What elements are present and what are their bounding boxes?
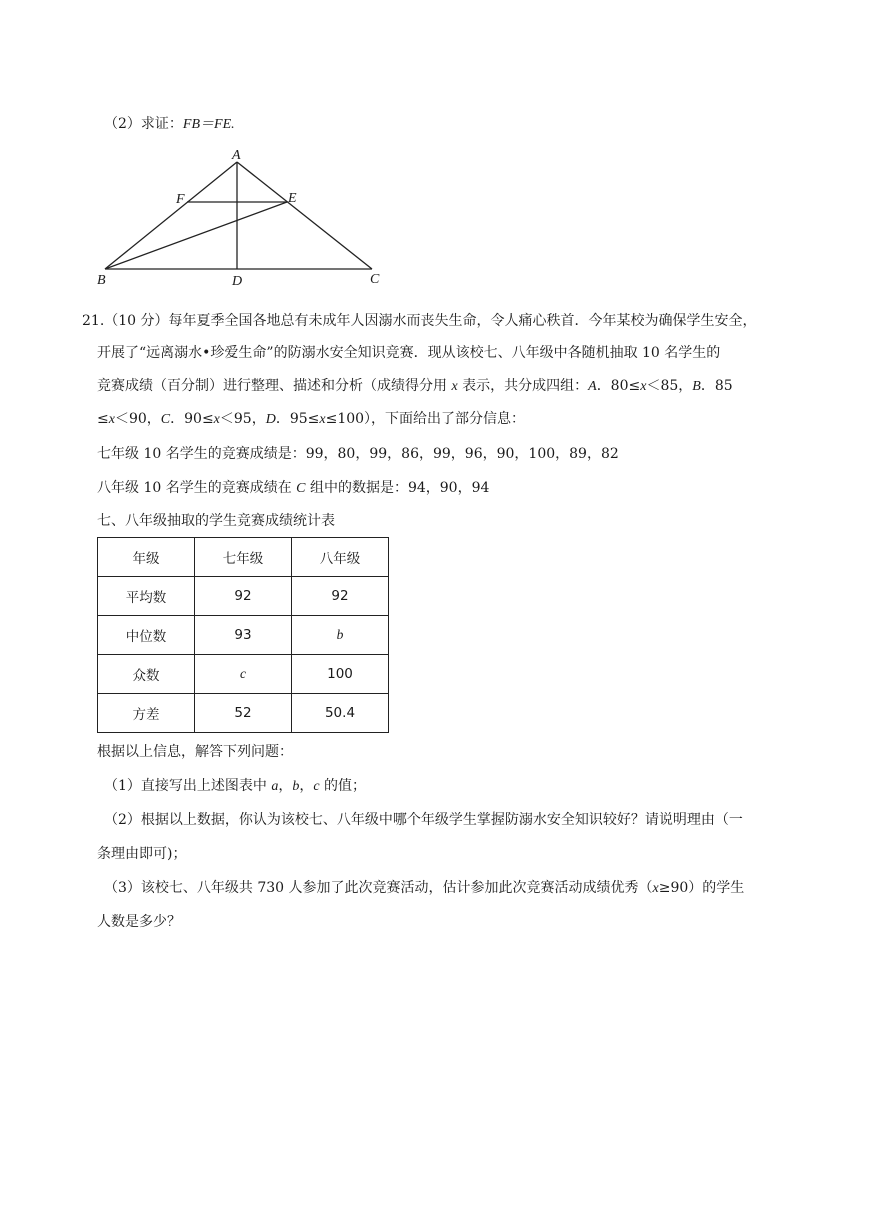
group-c-label: C bbox=[296, 481, 306, 496]
point-label-e: E bbox=[288, 191, 297, 206]
table-row bbox=[98, 616, 389, 655]
table-header-cell: 七年级 bbox=[195, 538, 292, 577]
table-header-cell: 八年级 bbox=[292, 538, 389, 577]
table-cell bbox=[195, 655, 292, 694]
group-b-label: B bbox=[692, 379, 701, 394]
grade8-c-group bbox=[97, 477, 489, 497]
triangle-figure bbox=[92, 145, 392, 290]
var-b: b bbox=[292, 779, 300, 794]
point-label-f: F bbox=[176, 192, 185, 207]
q21-line4 bbox=[97, 408, 525, 428]
questions-intro: 根据以上信息，解答下列问题： bbox=[97, 744, 293, 760]
sub1-text: 的值； bbox=[319, 778, 367, 794]
table-cell: 平均数 bbox=[98, 577, 195, 616]
sub-question-3-cont: 人数是多少？ bbox=[97, 914, 181, 930]
group-c-label: C bbox=[160, 412, 171, 427]
var-x: x bbox=[213, 412, 220, 427]
sub-question-2-cont: 条理由即可)； bbox=[97, 846, 187, 862]
stats-table bbox=[97, 537, 389, 733]
group-a-label: A bbox=[588, 379, 597, 394]
group-d-label: D bbox=[265, 412, 276, 427]
table-cell: 100 bbox=[292, 655, 389, 694]
sub-question-2: （2）根据以上数据，你认为该校七、八年级中哪个年级学生掌握防溺水安全知识较好？请说明理由（一 bbox=[104, 812, 743, 828]
segment-ab bbox=[105, 162, 237, 269]
grade8-text: 八年级 10 名学生的竞赛成绩在 bbox=[97, 480, 297, 496]
q21-line3-text: ．85 bbox=[700, 378, 733, 394]
q21-line3-text: 表示，共分成四组： bbox=[457, 378, 589, 394]
q21-line4-text: ≤ bbox=[97, 411, 109, 427]
var-x: x bbox=[108, 412, 115, 427]
point-label-a: A bbox=[232, 148, 241, 163]
table-cell: 50.4 bbox=[292, 694, 389, 733]
table-cell: 92 bbox=[292, 577, 389, 616]
grade8-text: 组中的数据是：94，90，94 bbox=[305, 480, 490, 496]
q21-line4-text: ＜95， bbox=[219, 411, 266, 427]
table-cell: 93 bbox=[195, 616, 292, 655]
sub1-text: ， bbox=[278, 778, 293, 794]
q21-line3-text: 竞赛成绩（百分制）进行整理、描述和分析（成绩得分用 bbox=[97, 378, 452, 394]
table-cell: 92 bbox=[195, 577, 292, 616]
segment-ac bbox=[237, 162, 372, 269]
q21-line3-text: ＜85， bbox=[646, 378, 693, 394]
table-cell: 方差 bbox=[98, 694, 195, 733]
table-row bbox=[98, 694, 389, 733]
table-cell: 52 bbox=[195, 694, 292, 733]
table-header-row bbox=[98, 538, 389, 577]
table-header-cell: 年级 bbox=[98, 538, 195, 577]
point-label-b: B bbox=[97, 273, 106, 288]
point-label-c: C bbox=[370, 272, 380, 287]
sub3-text: （3）该校七、八年级共 730 人参加了此次竞赛活动，估计参加此次竞赛活动成绩优秀（ bbox=[104, 880, 653, 896]
sub1-text: （1）直接写出上述图表中 bbox=[104, 778, 272, 794]
var-x: x bbox=[640, 379, 647, 394]
q21-line1: 21.（10 分）每年夏季全国各地总有未成年人因溺水而丧失生命，令人痛心秩首．今年某校为确保学生安全， bbox=[82, 313, 757, 329]
q21-line4-text: ＜90， bbox=[114, 411, 161, 427]
var-a: a bbox=[271, 779, 279, 794]
q20-part2 bbox=[104, 113, 235, 133]
q21-line4-text: ．90≤ bbox=[170, 411, 214, 427]
var-x: x bbox=[319, 412, 326, 427]
var-c: c bbox=[240, 666, 246, 681]
table-cell: 众数 bbox=[98, 655, 195, 694]
q21-line4-text: ≤100），下面给出了部分信息： bbox=[325, 411, 526, 427]
var-x: x bbox=[652, 881, 659, 896]
q20-part2-label: （2）求证： bbox=[104, 116, 183, 132]
table-row bbox=[98, 655, 389, 694]
q20-part2-expr: FB＝FE. bbox=[182, 117, 235, 132]
table-cell bbox=[292, 616, 389, 655]
q21-line2: 开展了“远离溺水•珍爱生命”的防溺水安全知识竞赛．现从该校七、八年级中各随机抽取 10 名学生的 bbox=[97, 345, 721, 361]
point-label-d: D bbox=[232, 274, 243, 289]
sub1-text: ， bbox=[299, 778, 314, 794]
var-x: x bbox=[451, 379, 458, 394]
sub-question-1 bbox=[104, 775, 366, 795]
table-cell: 中位数 bbox=[98, 616, 195, 655]
table-title: 七、八年级抽取的学生竞赛成绩统计表 bbox=[97, 513, 335, 529]
sub-question-3 bbox=[104, 877, 744, 897]
segment-be bbox=[105, 202, 287, 269]
q21-line4-text: ．95≤ bbox=[275, 411, 320, 427]
var-b: b bbox=[336, 627, 344, 642]
var-c: c bbox=[313, 779, 320, 794]
q21-line3 bbox=[97, 375, 733, 395]
q21-line3-text: ．80≤ bbox=[596, 378, 641, 394]
table-row bbox=[98, 577, 389, 616]
grade7-scores: 七年级 10 名学生的竞赛成绩是：99，80，99，86，99，96，90，100，89，82 bbox=[97, 446, 619, 462]
sub3-text: ≥90）的学生 bbox=[658, 880, 745, 896]
